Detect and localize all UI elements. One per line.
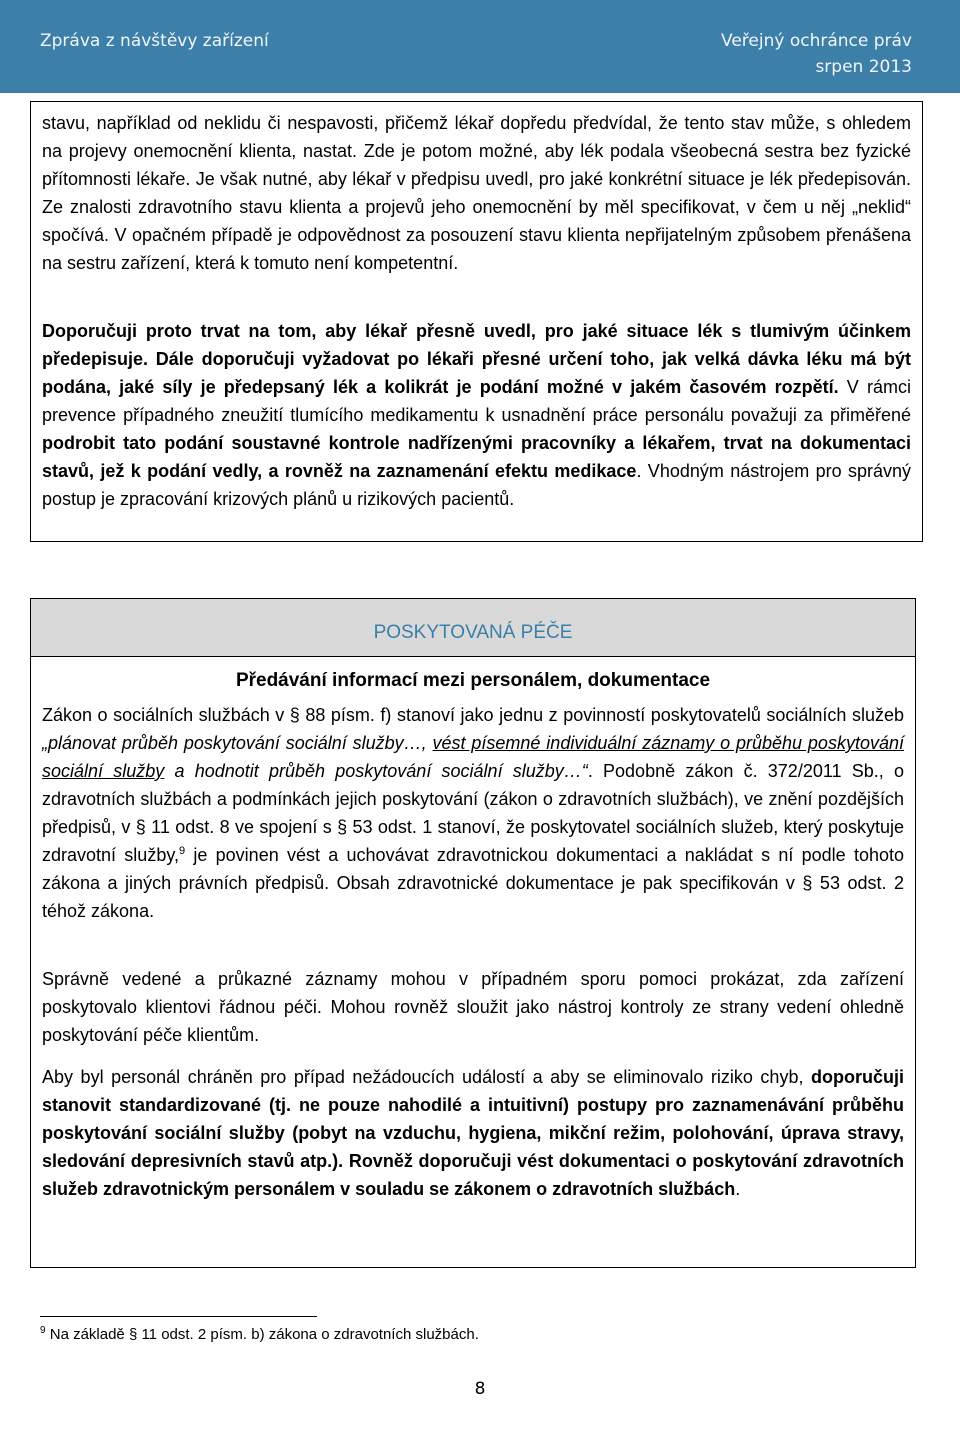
paragraph-text: . Vhodným nástrojem pro správný postup je zpracování krizových plánů u rizikových pacientů.: [42, 461, 911, 509]
report-date: srpen 2013: [815, 57, 912, 77]
footnote-reference: 9: [179, 845, 186, 857]
footnote-text: Na základě § 11 odst. 2 písm. b) zákona o zdravotních službách.: [45, 1326, 479, 1343]
paragraph-text: je povinen vést a uchovávat zdravotnickou dokumentaci a nakládat s ní podle tohoto zákona a jiných právních předpisů. Obsah zdravotnické dokumentace je pak specifikován v § 53 odst. 2 téhož zákona.: [42, 845, 904, 921]
report-title: Zpráva z návštěvy zařízení: [40, 31, 269, 51]
paragraph: Správně vedené a průkazné záznamy mohou v případném sporu pomoci prokázat, zda zařízení poskytovalo klientovi řádnou péči. Mohou rovněž sloužit jako nástroj kontroly ze strany vedení ohledně poskytování péče klientům.: [42, 969, 904, 1045]
page-number: 8: [474, 1379, 486, 1399]
quoted-text: a hodnotit průběh poskytování sociální služby…“: [164, 761, 588, 781]
subheading: Předávání informací mezi personálem, dokumentace: [235, 670, 711, 691]
header-banner: [0, 0, 960, 93]
quoted-underlined-text: vést písemné individuální záznamy o průběhu poskytování sociální služby: [42, 733, 904, 781]
footnote: [40, 1325, 479, 1343]
paragraph-text: .: [735, 1179, 741, 1199]
care-section-box: [30, 598, 916, 1268]
paragraph: [42, 701, 904, 925]
paragraph-text: Aby byl personál chráněn pro případ nežádoucích událostí a aby se eliminovalo riziko chyb,: [42, 1067, 811, 1087]
paragraph-text: . Podobně zákon č. 372/2011 Sb., o zdravotních službách a podmínkách jejich poskytování (zákon o zdravotních službách), ve znění pozdějších předpisů, v § 11 odst. 8 ve spojení s § 53 odst. 1 stanoví, že poskytovatel sociálních služeb, který poskytuje zdravotní služby,: [42, 761, 904, 865]
quoted-text: „plánovat průběh poskytování sociální služby…,: [42, 733, 433, 753]
paragraph: [42, 317, 911, 513]
paragraph: stavu, například od neklidu či nespavosti, přičemž lékař dopředu předvídal, že tento stav může, s ohledem na projevy onemocnění klienta, nastat. Zde je potom možné, aby lék podala všeobecná sestra bez fyzické přítomnosti lékaře. Je však nutné, aby lékař v předpisu uvedl, pro jaké konkrétní situace je lék předepisován. Ze znalosti zdravotního stavu klienta a projevů jeho onemocnění by měl specifikovat, v čem u něj „neklid“ spočívá. V opačném případě je odpovědnost za posouzení stavu klienta nepřijatelným způsobem přenášena na sestru zařízení, která k tomuto není kompetentní.: [42, 113, 911, 273]
paragraph-text: V rámci prevence případného zneužití tlumícího medikamentu k usnadnění práce personálu považuji za přiměřené: [42, 377, 911, 425]
section-title: POSKYTOVANÁ PÉČE: [373, 622, 573, 643]
paragraph-text: Zákon o sociálních službách v § 88 písm. f) stanoví jako jednu z povinností poskytovatelů sociálních služeb: [42, 705, 904, 725]
recommendation-text: doporučuji stanovit standardizované (tj. ne pouze nahodilé a intuitivní) postupy pro zaznamenávání průběhu poskytování sociální služby (pobyt na vzduchu, hygiena, mikční režim, polohování, úprava stravy, sledování depresivních stavů atp.). Rovněž doporučuji vést dokumentaci o poskytování zdravotních služeb zdravotnickým personálem v souladu se zákonem o zdravotních službách: [42, 1067, 904, 1199]
institution-name: Veřejný ochránce práv: [721, 31, 912, 51]
footnote-divider: [40, 1316, 317, 1317]
recommendation-text: Doporučuji proto trvat na tom, aby lékař přesně uvedl, pro jaké situace lék s tlumivým účinkem předepisuje. Dále doporučuji vyžadovat po lékaři přesné určení toho, jak velká dávka léku má být podána, jaké síly je předepsaný lék a kolikrát je podání možné v jakém časovém rozpětí.: [42, 321, 911, 397]
recommendation-text: podrobit tato podání soustavné kontrole nadřízenými pracovníky a lékařem, trvat na dokumentaci stavů, jež k podání vedly, a rovněž na zaznamenání efektu medikace: [42, 433, 911, 481]
section-header: [31, 599, 915, 657]
footnote-number: 9: [40, 1325, 46, 1336]
paragraph: [42, 1063, 904, 1203]
recommendation-box: [30, 101, 923, 542]
